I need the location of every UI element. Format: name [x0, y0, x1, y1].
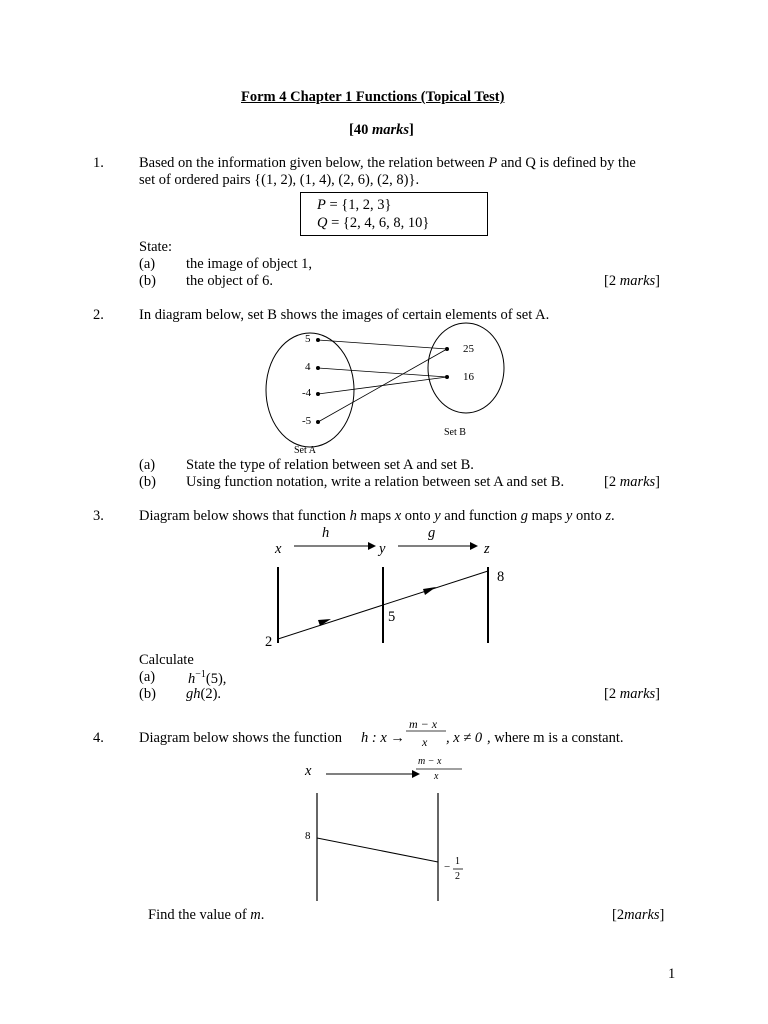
q3-text: Diagram below shows that function h maps x onto y and function g maps y onto z. — [139, 508, 615, 524]
set-a-label: Set A — [294, 445, 316, 456]
q3-b-text: gh(2). — [186, 686, 222, 702]
q3-arrowhead-h — [368, 542, 376, 550]
q4-col-den: x — [434, 771, 439, 782]
q4-marks: [2marks] — [612, 907, 665, 923]
q4-val-neg: − — [444, 861, 451, 873]
q3-col-z: z — [484, 541, 490, 557]
q1-b-label: (b) — [139, 273, 156, 289]
q1-a-text: the image of object 1, — [186, 256, 313, 272]
q1-set-q: Q = {2, 4, 6, 8, 10} — [317, 215, 430, 231]
q3-col-x: x — [275, 541, 282, 557]
set-b-element: 16 — [463, 371, 474, 383]
q1-text-line2: set of ordered pairs {(1, 2), (1, 4), (2, 6), (2, 8)}. — [139, 172, 420, 188]
q1-a-label: (a) — [139, 256, 156, 272]
q4-val-num: 1 — [455, 856, 460, 867]
q3-calculate: Calculate — [139, 652, 194, 668]
q3-val-y: 5 — [388, 609, 396, 625]
q3-label-h: h — [322, 525, 330, 541]
q4-text: Diagram below shows the function — [139, 730, 342, 746]
set-a-element: 4 — [305, 361, 311, 373]
q4-map-line — [317, 838, 438, 862]
q4-col-x: x — [305, 763, 312, 779]
q1-state: State: — [139, 239, 173, 255]
q2-b-text: Using function notation, write a relation between set A and set B. — [186, 474, 565, 490]
q4-arrowhead — [412, 770, 420, 778]
q4-text-2: , where m is a constant. — [487, 730, 624, 746]
q1-b-text: the object of 6. — [186, 273, 273, 289]
q1-number: 1. — [93, 155, 104, 171]
map-neg5-25 — [318, 349, 447, 422]
q3-col-y: y — [379, 541, 386, 557]
q3-b-label: (b) — [139, 686, 156, 702]
q4-val-den: 2 — [455, 871, 460, 882]
q4-fn-def: h : x → — [361, 730, 405, 746]
q2-a-label: (a) — [139, 457, 156, 473]
q4-col-num: m − x — [418, 756, 442, 767]
page-title: Form 4 Chapter 1 Functions (Topical Test) — [241, 89, 505, 105]
q2-a-text: State the type of relation between set A and set B. — [186, 457, 474, 473]
q3-a-text: $h^{-1}(5)$, — [188, 669, 227, 687]
q2-b-label: (b) — [139, 474, 156, 490]
set-b-label: Set B — [444, 427, 466, 438]
q4-frac-den: x — [422, 735, 428, 749]
q3-label-g: g — [428, 525, 436, 541]
q4-val-x: 8 — [305, 830, 311, 842]
q3-val-z: 8 — [497, 569, 505, 585]
set-a-element: -4 — [302, 387, 312, 399]
set-a-element: 5 — [305, 333, 311, 345]
q1-text-line1: Based on the information given below, the relation between P and Q is defined by the — [139, 155, 636, 171]
q4-frac-num: m − x — [409, 717, 438, 731]
total-marks: [40 marks] — [349, 122, 414, 138]
q3-arrowhead-g — [470, 542, 478, 550]
set-b-element: 25 — [463, 343, 474, 355]
q4-find: Find the value of m. — [148, 907, 265, 923]
set-b-ellipse — [428, 323, 504, 413]
q1-set-p: P = {1, 2, 3} — [317, 197, 392, 213]
q1-marks: [2 marks] — [604, 273, 661, 289]
q3-marks: [2 marks] — [604, 686, 661, 702]
map-5-25 — [318, 340, 447, 349]
q2-marks: [2 marks] — [604, 474, 661, 490]
q3-val-x: 2 — [265, 634, 273, 650]
q4-number: 4. — [93, 730, 104, 746]
q4-condition: , x ≠ 0 — [446, 730, 483, 746]
q2-text: In diagram below, set B shows the images of certain elements of set A. — [139, 307, 550, 323]
q2-number: 2. — [93, 307, 104, 323]
q3-number: 3. — [93, 508, 104, 524]
set-a-element: -5 — [302, 415, 312, 427]
q3-arrowhead-2 — [423, 587, 436, 595]
q3-a-label: (a) — [139, 669, 156, 685]
page-number: 1 — [668, 966, 676, 982]
